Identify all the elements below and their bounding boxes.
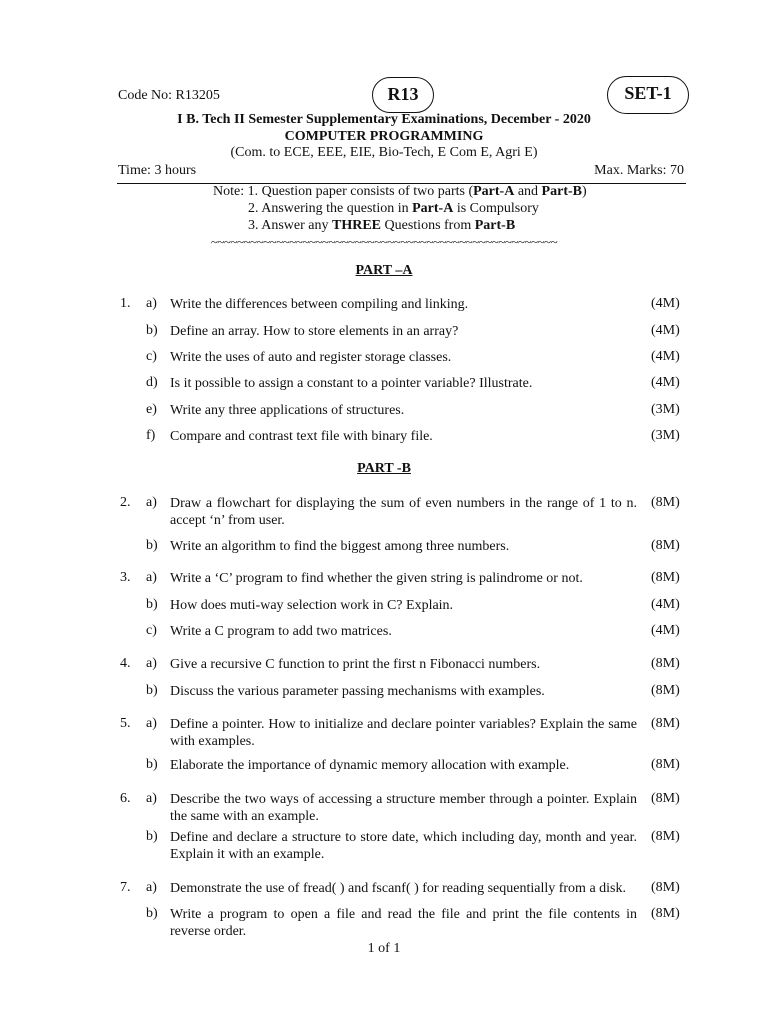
question-number: 2. [120, 495, 131, 510]
question-marks: (8M) [651, 495, 680, 510]
question-number: 4. [120, 656, 131, 671]
note-line-3 [248, 218, 515, 234]
sub-question-label: b) [146, 683, 158, 698]
sub-question-label: c) [146, 349, 157, 364]
note-text: is Compulsory [453, 201, 539, 216]
question-marks: (8M) [651, 906, 680, 921]
question-marks: (8M) [651, 829, 680, 844]
question-marks: (3M) [651, 402, 680, 417]
note-text: Questions from [381, 218, 475, 233]
question-marks: (8M) [651, 538, 680, 553]
question-number: 3. [120, 570, 131, 585]
sub-question-label: a) [146, 656, 157, 671]
question-text: Give a recursive C function to print the first n Fibonacci numbers. [170, 657, 541, 672]
sub-question-label: b) [146, 323, 158, 338]
question-text: Write an algorithm to find the biggest among three numbers. [170, 539, 510, 554]
note-text: ) [581, 184, 587, 199]
question-marks: (4M) [651, 349, 680, 364]
sub-question-label: d) [146, 375, 158, 390]
question-marks: (8M) [651, 570, 680, 585]
sub-question-label: e) [146, 402, 157, 417]
sub-question-label: a) [146, 495, 157, 510]
question-marks: (8M) [651, 880, 680, 895]
question-text: Write a program to open a file and read the file and print the file contents in reverse order. [170, 907, 637, 939]
question-text: Draw a flowchart for displaying the sum of even numbers in the range of 1 to n. accept ‘n’ from user. [170, 496, 637, 528]
sub-question-label: b) [146, 597, 158, 612]
question-marks: (4M) [651, 296, 680, 311]
question-marks: (4M) [651, 375, 680, 390]
sub-question-label: b) [146, 829, 158, 844]
question-number: 7. [120, 880, 131, 895]
question-text: Compare and contrast text file with binary file. [170, 429, 433, 444]
sub-question-label: c) [146, 623, 157, 638]
sub-question-label: b) [146, 538, 158, 553]
question-marks: (8M) [651, 683, 680, 698]
question-text: How does muti-way selection work in C? Explain. [170, 598, 454, 613]
question-text: Define a pointer. How to initialize and declare pointer variables? Explain the same with examples. [170, 717, 637, 749]
sub-question-label: b) [146, 757, 158, 772]
time-allowed: Time: 3 hours [118, 163, 197, 178]
question-text: Write any three applications of structures. [170, 403, 405, 418]
note-emphasis: Part-B [541, 184, 582, 199]
note-text: and [514, 184, 542, 199]
note-line-1 [213, 184, 587, 200]
regulation-badge: R13 [372, 77, 434, 113]
question-marks: (3M) [651, 428, 680, 443]
part-b-heading: PART -B [357, 461, 411, 476]
question-marks: (8M) [651, 757, 680, 772]
question-marks: (4M) [651, 597, 680, 612]
question-number: 1. [120, 296, 131, 311]
note-line-2 [248, 201, 539, 217]
question-text: Write a C program to add two matrices. [170, 624, 392, 639]
question-marks: (8M) [651, 656, 680, 671]
question-text: Write the uses of auto and register storage classes. [170, 350, 452, 365]
note-emphasis: Part-A [412, 201, 454, 216]
code-number: Code No: R13205 [118, 88, 220, 103]
sub-question-label: a) [146, 570, 157, 585]
question-text: Define and declare a structure to store date, which including day, month and year. Explain it with an example. [170, 830, 637, 862]
note-text: Note: 1. Question paper consists of two parts ( [213, 184, 474, 199]
branches-line: (Com. to ECE, EEE, EIE, Bio-Tech, E Com E, Agri E) [230, 145, 538, 160]
note-emphasis: THREE [332, 218, 382, 233]
sub-question-label: b) [146, 906, 158, 921]
question-text: Define an array. How to store elements in an array? [170, 324, 459, 339]
question-text: Discuss the various parameter passing mechanisms with examples. [170, 684, 545, 699]
note-text: 2. Answering the question in [248, 201, 413, 216]
question-number: 5. [120, 716, 131, 731]
part-a-heading: PART –A [355, 263, 413, 278]
question-marks: (8M) [651, 791, 680, 806]
note-text: 3. Answer any [248, 218, 332, 233]
subject-title: COMPUTER PROGRAMMING [284, 129, 484, 144]
sub-question-label: a) [146, 791, 157, 806]
question-text: Describe the two ways of accessing a structure member through a pointer. Explain the same with an example. [170, 792, 637, 824]
exam-title: I B. Tech II Semester Supplementary Examinations, December - 2020 [177, 112, 591, 127]
question-text: Is it possible to assign a constant to a pointer variable? Illustrate. [170, 376, 533, 391]
note-emphasis: Part-A [473, 184, 515, 199]
sub-question-label: f) [146, 428, 156, 443]
sub-question-label: a) [146, 716, 157, 731]
question-marks: (4M) [651, 323, 680, 338]
question-marks: (8M) [651, 716, 680, 731]
sub-question-label: a) [146, 880, 157, 895]
question-text: Demonstrate the use of fread( ) and fscanf( ) for reading sequentially from a disk. [170, 881, 626, 896]
question-number: 6. [120, 791, 131, 806]
note-emphasis: Part-B [474, 218, 516, 233]
set-badge: SET-1 [607, 76, 689, 114]
page-number: 1 of 1 [367, 941, 401, 956]
question-text: Write a ‘C’ program to find whether the given string is palindrome or not. [170, 571, 583, 586]
sub-question-label: a) [146, 296, 157, 311]
question-marks: (4M) [651, 623, 680, 638]
question-text: Elaborate the importance of dynamic memory allocation with example. [170, 758, 570, 773]
tilde-separator: ~~~~~~~~~~~~~~~~~~~~~~~~~~~~~~~~~~~~~~~~~~~~~~~~~~~~~ [210, 234, 558, 249]
max-marks: Max. Marks: 70 [594, 163, 684, 178]
question-text: Write the differences between compiling and linking. [170, 297, 469, 312]
